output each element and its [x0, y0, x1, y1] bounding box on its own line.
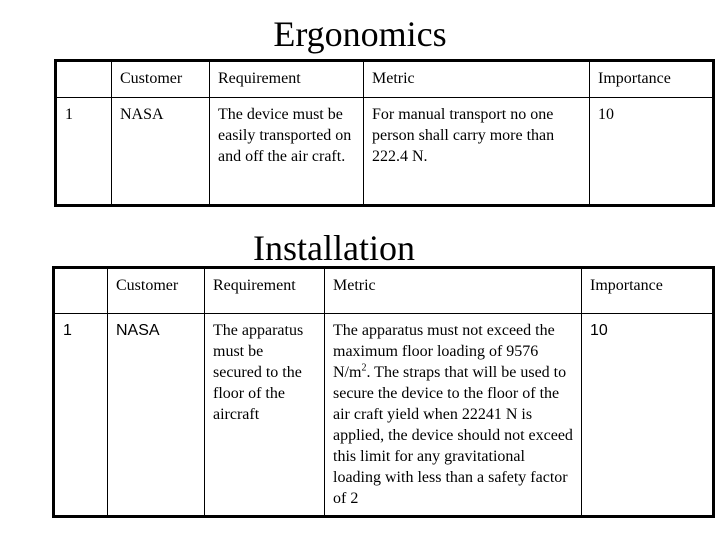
ergonomics-title: Ergonomics: [273, 14, 447, 54]
header-metric: Metric: [364, 61, 590, 98]
installation-title: Installation: [253, 228, 415, 268]
header-num: [56, 61, 112, 98]
row-requirement: The device must be easily transported on and off the air craft.: [210, 98, 364, 206]
row-customer: NASA: [108, 314, 205, 517]
header-metric: Metric: [325, 268, 582, 314]
header-customer: Customer: [108, 268, 205, 314]
table-row: [56, 98, 714, 206]
row-num: 1: [54, 314, 108, 517]
row-num: 1: [56, 98, 112, 206]
row-metric: For manual transport no one person shall carry more than 222.4 N.: [364, 98, 590, 206]
header-requirement: Requirement: [205, 268, 325, 314]
metric-superscript: 2: [361, 362, 367, 374]
header-customer: Customer: [112, 61, 210, 98]
header-requirement: Requirement: [210, 61, 364, 98]
table-header-row: [54, 268, 714, 314]
metric-text-b: . The straps that will be used to secure the device to the floor of the air craft yield when 22241 N is applied, the device should not exceed this limit for any gravitational loading with less than a safety factor of 2: [333, 364, 573, 507]
header-num: [54, 268, 108, 314]
header-importance: Importance: [590, 61, 714, 98]
metric-text-a: The apparatus must not exceed the maximum floor loading of 9576 N/m: [333, 322, 555, 381]
row-customer: NASA: [112, 98, 210, 206]
row-metric: [325, 314, 582, 517]
installation-table: [52, 266, 715, 518]
row-importance: 10: [590, 98, 714, 206]
row-importance: 10: [582, 314, 714, 517]
table-header-row: [56, 61, 714, 98]
row-requirement: The apparatus must be secured to the floor of the aircraft: [205, 314, 325, 517]
table-row: [54, 314, 714, 517]
header-importance: Importance: [582, 268, 714, 314]
ergonomics-table: [54, 59, 715, 207]
